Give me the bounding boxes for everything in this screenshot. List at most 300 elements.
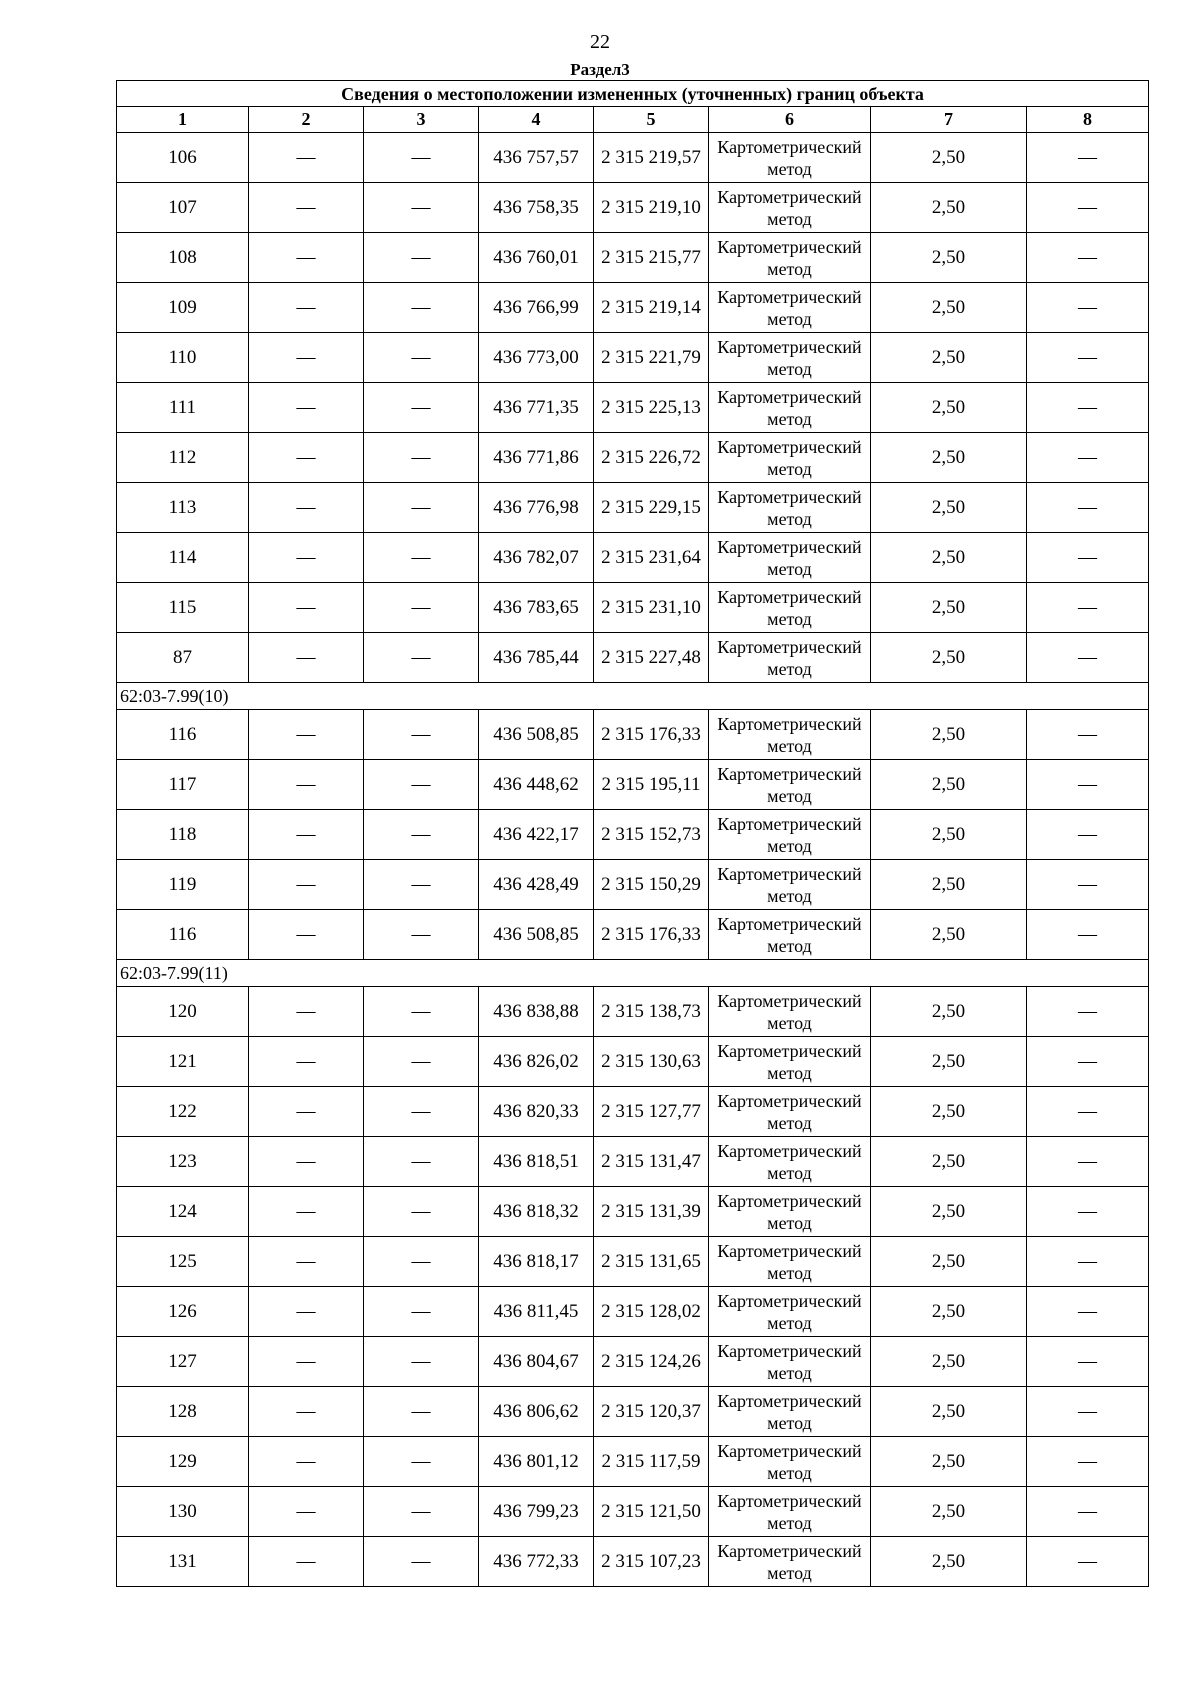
dash-mark: — [296, 1150, 316, 1172]
col2-cell [249, 1037, 364, 1087]
method-cell: Картометрический метод [709, 1387, 871, 1437]
col2-cell [249, 1537, 364, 1587]
col3-cell [364, 760, 479, 810]
dash-mark: — [296, 1050, 316, 1072]
table-row [117, 383, 1149, 433]
dash-mark: — [1078, 823, 1098, 845]
method-cell: Картометрический метод [709, 810, 871, 860]
dash-mark: — [296, 1500, 316, 1522]
dash-mark: — [411, 446, 431, 468]
method-cell: Картометрический метод [709, 860, 871, 910]
table-row [117, 433, 1149, 483]
point-number-cell: 108 [117, 233, 249, 283]
method-cell: Картометрический метод [709, 987, 871, 1037]
col8-cell [1027, 760, 1149, 810]
accuracy-cell: 2,50 [871, 183, 1027, 233]
dash-mark: — [411, 773, 431, 795]
y-coordinate-cell: 2 315 130,63 [594, 1037, 709, 1087]
y-coordinate-cell: 2 315 225,13 [594, 383, 709, 433]
col8-cell [1027, 710, 1149, 760]
accuracy-cell: 2,50 [871, 133, 1027, 183]
accuracy-cell: 2,50 [871, 1537, 1027, 1587]
accuracy-cell: 2,50 [871, 860, 1027, 910]
point-number-cell: 126 [117, 1287, 249, 1337]
y-coordinate-cell: 2 315 128,02 [594, 1287, 709, 1337]
dash-mark: — [296, 446, 316, 468]
col2-cell [249, 583, 364, 633]
x-coordinate-cell: 436 760,01 [479, 233, 594, 283]
dash-mark: — [296, 823, 316, 845]
method-cell: Картометрический метод [709, 910, 871, 960]
col3-cell [364, 810, 479, 860]
table-row [117, 910, 1149, 960]
accuracy-cell: 2,50 [871, 433, 1027, 483]
method-cell: Картометрический метод [709, 1287, 871, 1337]
dash-mark: — [296, 546, 316, 568]
point-number-cell: 129 [117, 1437, 249, 1487]
group-label: 62:03-7.99(10) [117, 683, 1149, 710]
col3-cell [364, 183, 479, 233]
dash-mark: — [411, 396, 431, 418]
col8-cell [1027, 1037, 1149, 1087]
method-cell: Картометрический метод [709, 1037, 871, 1087]
col2-cell [249, 810, 364, 860]
point-number-cell: 121 [117, 1037, 249, 1087]
dash-mark: — [411, 596, 431, 618]
dash-mark: — [411, 1000, 431, 1022]
table-row [117, 1287, 1149, 1337]
col2-cell [249, 433, 364, 483]
col8-cell [1027, 1287, 1149, 1337]
col8-cell [1027, 1487, 1149, 1537]
dash-mark: — [1078, 196, 1098, 218]
table-row [117, 810, 1149, 860]
dash-mark: — [1078, 296, 1098, 318]
dash-mark: — [411, 823, 431, 845]
col2-cell [249, 533, 364, 583]
col8-cell [1027, 433, 1149, 483]
y-coordinate-cell: 2 315 231,64 [594, 533, 709, 583]
col2-cell [249, 1087, 364, 1137]
x-coordinate-cell: 436 811,45 [479, 1287, 594, 1337]
dash-mark: — [411, 1200, 431, 1222]
col8-cell [1027, 483, 1149, 533]
dash-mark: — [296, 923, 316, 945]
col2-cell [249, 233, 364, 283]
dash-mark: — [296, 1400, 316, 1422]
dash-mark: — [296, 873, 316, 895]
col8-cell [1027, 987, 1149, 1037]
x-coordinate-cell: 436 771,86 [479, 433, 594, 483]
y-coordinate-cell: 2 315 121,50 [594, 1487, 709, 1537]
col8-cell [1027, 1537, 1149, 1587]
accuracy-cell: 2,50 [871, 1137, 1027, 1187]
column-header: 7 [871, 107, 1027, 133]
y-coordinate-cell: 2 315 176,33 [594, 910, 709, 960]
x-coordinate-cell: 436 771,35 [479, 383, 594, 433]
method-cell: Картометрический метод [709, 760, 871, 810]
method-cell: Картометрический метод [709, 633, 871, 683]
group-header-row [117, 960, 1149, 987]
dash-mark: — [1078, 1550, 1098, 1572]
col8-cell [1027, 1387, 1149, 1437]
table-row [117, 1237, 1149, 1287]
dash-mark: — [1078, 773, 1098, 795]
section-title: Раздел3 [570, 60, 630, 79]
dash-mark: — [296, 646, 316, 668]
x-coordinate-cell: 436 820,33 [479, 1087, 594, 1137]
col2-cell [249, 1487, 364, 1537]
point-number-cell: 127 [117, 1337, 249, 1387]
x-coordinate-cell: 436 508,85 [479, 710, 594, 760]
accuracy-cell: 2,50 [871, 233, 1027, 283]
col3-cell [364, 483, 479, 533]
x-coordinate-cell: 436 826,02 [479, 1037, 594, 1087]
table-row [117, 1387, 1149, 1437]
table-row [117, 1037, 1149, 1087]
dash-mark: — [296, 396, 316, 418]
col8-cell [1027, 583, 1149, 633]
dash-mark: — [1078, 1100, 1098, 1122]
accuracy-cell: 2,50 [871, 810, 1027, 860]
accuracy-cell: 2,50 [871, 1487, 1027, 1537]
col3-cell [364, 1237, 479, 1287]
col2-cell [249, 910, 364, 960]
dash-mark: — [1078, 873, 1098, 895]
dash-mark: — [1078, 1250, 1098, 1272]
accuracy-cell: 2,50 [871, 910, 1027, 960]
col3-cell [364, 283, 479, 333]
col8-cell [1027, 1237, 1149, 1287]
dash-mark: — [296, 1450, 316, 1472]
point-number-cell: 131 [117, 1537, 249, 1587]
dash-mark: — [411, 246, 431, 268]
table-row [117, 183, 1149, 233]
table-row [117, 633, 1149, 683]
dash-mark: — [411, 1300, 431, 1322]
dash-mark: — [296, 1550, 316, 1572]
method-cell: Картометрический метод [709, 533, 871, 583]
dash-mark: — [1078, 1400, 1098, 1422]
column-header: 5 [594, 107, 709, 133]
col3-cell [364, 233, 479, 283]
col8-cell [1027, 1187, 1149, 1237]
column-header: 8 [1027, 107, 1149, 133]
y-coordinate-cell: 2 315 221,79 [594, 333, 709, 383]
y-coordinate-cell: 2 315 120,37 [594, 1387, 709, 1437]
col3-cell [364, 710, 479, 760]
table-row [117, 533, 1149, 583]
x-coordinate-cell: 436 773,00 [479, 333, 594, 383]
point-number-cell: 114 [117, 533, 249, 583]
table-row [117, 1537, 1149, 1587]
col2-cell [249, 1187, 364, 1237]
accuracy-cell: 2,50 [871, 1237, 1027, 1287]
dash-mark: — [1078, 146, 1098, 168]
dash-mark: — [296, 496, 316, 518]
x-coordinate-cell: 436 772,33 [479, 1537, 594, 1587]
x-coordinate-cell: 436 758,35 [479, 183, 594, 233]
method-cell: Картометрический метод [709, 233, 871, 283]
point-number-cell: 107 [117, 183, 249, 233]
col3-cell [364, 633, 479, 683]
dash-mark: — [1078, 546, 1098, 568]
table-caption: Сведения о местоположении измененных (уточненных) границ объекта [117, 81, 1149, 107]
col2-cell [249, 1237, 364, 1287]
boundary-coordinates-table [116, 80, 1149, 1587]
y-coordinate-cell: 2 315 219,57 [594, 133, 709, 183]
dash-mark: — [296, 1300, 316, 1322]
point-number-cell: 130 [117, 1487, 249, 1537]
y-coordinate-cell: 2 315 131,39 [594, 1187, 709, 1237]
accuracy-cell: 2,50 [871, 1187, 1027, 1237]
table-row [117, 483, 1149, 533]
accuracy-cell: 2,50 [871, 283, 1027, 333]
method-cell: Картометрический метод [709, 183, 871, 233]
col2-cell [249, 760, 364, 810]
accuracy-cell: 2,50 [871, 483, 1027, 533]
dash-mark: — [1078, 1050, 1098, 1072]
column-header: 4 [479, 107, 594, 133]
table-row [117, 1337, 1149, 1387]
accuracy-cell: 2,50 [871, 383, 1027, 433]
x-coordinate-cell: 436 428,49 [479, 860, 594, 910]
y-coordinate-cell: 2 315 150,29 [594, 860, 709, 910]
table-row [117, 1487, 1149, 1537]
point-number-cell: 87 [117, 633, 249, 683]
point-number-cell: 111 [117, 383, 249, 433]
dash-mark: — [296, 723, 316, 745]
accuracy-cell: 2,50 [871, 533, 1027, 583]
y-coordinate-cell: 2 315 229,15 [594, 483, 709, 533]
accuracy-cell: 2,50 [871, 1037, 1027, 1087]
point-number-cell: 115 [117, 583, 249, 633]
y-coordinate-cell: 2 315 117,59 [594, 1437, 709, 1487]
point-number-cell: 125 [117, 1237, 249, 1287]
dash-mark: — [296, 196, 316, 218]
group-header-row [117, 683, 1149, 710]
col3-cell [364, 1087, 479, 1137]
col2-cell [249, 1437, 364, 1487]
col2-cell [249, 1137, 364, 1187]
y-coordinate-cell: 2 315 131,47 [594, 1137, 709, 1187]
point-number-cell: 124 [117, 1187, 249, 1237]
col3-cell [364, 910, 479, 960]
col2-cell [249, 183, 364, 233]
dash-mark: — [411, 873, 431, 895]
dash-mark: — [411, 1050, 431, 1072]
method-cell: Картометрический метод [709, 710, 871, 760]
accuracy-cell: 2,50 [871, 1437, 1027, 1487]
dash-mark: — [411, 1550, 431, 1572]
y-coordinate-cell: 2 315 231,10 [594, 583, 709, 633]
dash-mark: — [296, 773, 316, 795]
y-coordinate-cell: 2 315 152,73 [594, 810, 709, 860]
accuracy-cell: 2,50 [871, 1287, 1027, 1337]
dash-mark: — [1078, 646, 1098, 668]
table-row [117, 710, 1149, 760]
table-row [117, 283, 1149, 333]
table-row [117, 583, 1149, 633]
dash-mark: — [1078, 496, 1098, 518]
col8-cell [1027, 183, 1149, 233]
dash-mark: — [1078, 1500, 1098, 1522]
dash-mark: — [296, 1000, 316, 1022]
col3-cell [364, 1537, 479, 1587]
col8-cell [1027, 333, 1149, 383]
dash-mark: — [1078, 396, 1098, 418]
dash-mark: — [1078, 923, 1098, 945]
col3-cell [364, 1387, 479, 1437]
point-number-cell: 109 [117, 283, 249, 333]
dash-mark: — [411, 146, 431, 168]
column-header: 3 [364, 107, 479, 133]
col8-cell [1027, 1137, 1149, 1187]
point-number-cell: 123 [117, 1137, 249, 1187]
column-header: 2 [249, 107, 364, 133]
col8-cell [1027, 133, 1149, 183]
dash-mark: — [296, 346, 316, 368]
point-number-cell: 118 [117, 810, 249, 860]
accuracy-cell: 2,50 [871, 710, 1027, 760]
dash-mark: — [411, 923, 431, 945]
y-coordinate-cell: 2 315 138,73 [594, 987, 709, 1037]
col8-cell [1027, 910, 1149, 960]
y-coordinate-cell: 2 315 219,10 [594, 183, 709, 233]
x-coordinate-cell: 436 799,23 [479, 1487, 594, 1537]
dash-mark: — [411, 1150, 431, 1172]
dash-mark: — [296, 1250, 316, 1272]
point-number-cell: 120 [117, 987, 249, 1037]
dash-mark: — [411, 646, 431, 668]
point-number-cell: 122 [117, 1087, 249, 1137]
col2-cell [249, 1387, 364, 1437]
point-number-cell: 112 [117, 433, 249, 483]
y-coordinate-cell: 2 315 124,26 [594, 1337, 709, 1387]
x-coordinate-cell: 436 801,12 [479, 1437, 594, 1487]
dash-mark: — [1078, 1350, 1098, 1372]
method-cell: Картометрический метод [709, 1487, 871, 1537]
dash-mark: — [411, 723, 431, 745]
y-coordinate-cell: 2 315 227,48 [594, 633, 709, 683]
col2-cell [249, 1287, 364, 1337]
table-row [117, 1437, 1149, 1487]
col8-cell [1027, 1437, 1149, 1487]
dash-mark: — [296, 1100, 316, 1122]
col3-cell [364, 1187, 479, 1237]
table-body [117, 133, 1149, 1587]
x-coordinate-cell: 436 757,57 [479, 133, 594, 183]
y-coordinate-cell: 2 315 226,72 [594, 433, 709, 483]
y-coordinate-cell: 2 315 176,33 [594, 710, 709, 760]
dash-mark: — [1078, 446, 1098, 468]
y-coordinate-cell: 2 315 127,77 [594, 1087, 709, 1137]
table-row [117, 987, 1149, 1037]
x-coordinate-cell: 436 448,62 [479, 760, 594, 810]
table-row [117, 333, 1149, 383]
col2-cell [249, 283, 364, 333]
col3-cell [364, 433, 479, 483]
col2-cell [249, 860, 364, 910]
table-row [117, 1137, 1149, 1187]
accuracy-cell: 2,50 [871, 1387, 1027, 1437]
table-row [117, 1087, 1149, 1137]
method-cell: Картометрический метод [709, 333, 871, 383]
x-coordinate-cell: 436 782,07 [479, 533, 594, 583]
col3-cell [364, 860, 479, 910]
accuracy-cell: 2,50 [871, 1337, 1027, 1387]
point-number-cell: 110 [117, 333, 249, 383]
accuracy-cell: 2,50 [871, 1087, 1027, 1137]
table-row [117, 233, 1149, 283]
x-coordinate-cell: 436 804,67 [479, 1337, 594, 1387]
table-row [117, 133, 1149, 183]
col2-cell [249, 987, 364, 1037]
y-coordinate-cell: 2 315 131,65 [594, 1237, 709, 1287]
column-header: 6 [709, 107, 871, 133]
method-cell: Картометрический метод [709, 433, 871, 483]
method-cell: Картометрический метод [709, 1137, 871, 1187]
col3-cell [364, 1487, 479, 1537]
col8-cell [1027, 283, 1149, 333]
point-number-cell: 106 [117, 133, 249, 183]
dash-mark: — [1078, 346, 1098, 368]
column-header-row [117, 107, 1149, 133]
col2-cell [249, 383, 364, 433]
method-cell: Картометрический метод [709, 1537, 871, 1587]
accuracy-cell: 2,50 [871, 333, 1027, 383]
x-coordinate-cell: 436 776,98 [479, 483, 594, 533]
method-cell: Картометрический метод [709, 283, 871, 333]
method-cell: Картометрический метод [709, 1337, 871, 1387]
col8-cell [1027, 383, 1149, 433]
col8-cell [1027, 1337, 1149, 1387]
dash-mark: — [411, 496, 431, 518]
table-row [117, 860, 1149, 910]
point-number-cell: 113 [117, 483, 249, 533]
method-cell: Картометрический метод [709, 383, 871, 433]
dash-mark: — [1078, 1200, 1098, 1222]
y-coordinate-cell: 2 315 219,14 [594, 283, 709, 333]
col8-cell [1027, 810, 1149, 860]
col2-cell [249, 633, 364, 683]
point-number-cell: 117 [117, 760, 249, 810]
dash-mark: — [1078, 1300, 1098, 1322]
dash-mark: — [296, 596, 316, 618]
y-coordinate-cell: 2 315 215,77 [594, 233, 709, 283]
col2-cell [249, 133, 364, 183]
dash-mark: — [411, 1500, 431, 1522]
dash-mark: — [1078, 1150, 1098, 1172]
dash-mark: — [411, 346, 431, 368]
dash-mark: — [411, 296, 431, 318]
x-coordinate-cell: 436 508,85 [479, 910, 594, 960]
col3-cell [364, 1137, 479, 1187]
dash-mark: — [296, 296, 316, 318]
page-number: 22 [590, 31, 610, 53]
x-coordinate-cell: 436 783,65 [479, 583, 594, 633]
x-coordinate-cell: 436 785,44 [479, 633, 594, 683]
col3-cell [364, 133, 479, 183]
x-coordinate-cell: 436 818,17 [479, 1237, 594, 1287]
method-cell: Картометрический метод [709, 483, 871, 533]
dash-mark: — [296, 1200, 316, 1222]
group-label: 62:03-7.99(11) [117, 960, 1149, 987]
x-coordinate-cell: 436 818,51 [479, 1137, 594, 1187]
dash-mark: — [411, 1350, 431, 1372]
col8-cell [1027, 233, 1149, 283]
y-coordinate-cell: 2 315 107,23 [594, 1537, 709, 1587]
